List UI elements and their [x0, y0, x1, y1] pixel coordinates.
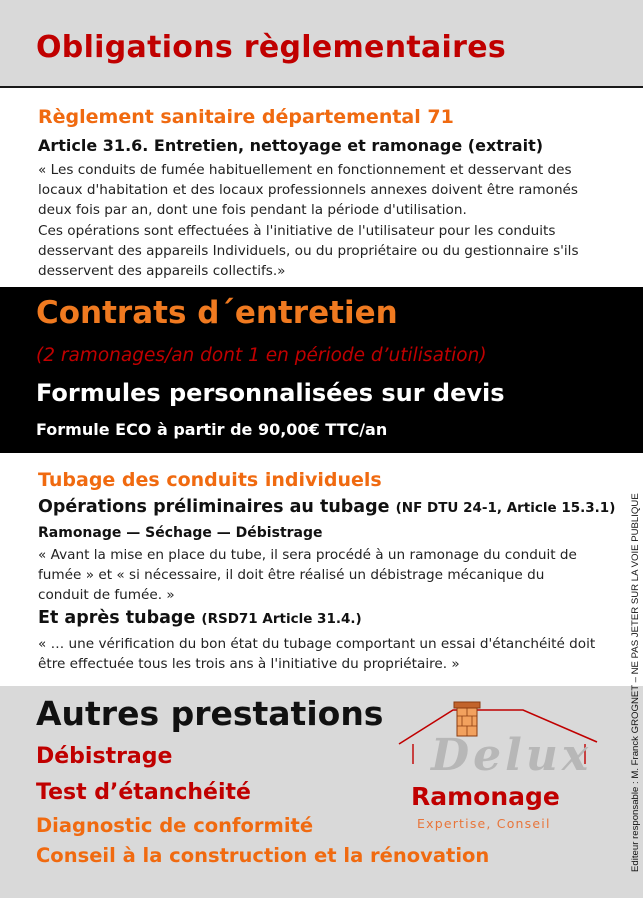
contracts-offer: Formule ECO à partir de 90,00€ TTC/an — [36, 420, 388, 439]
regulations-section — [0, 90, 643, 287]
tubing-steps: Ramonage — Séchage — Débistrage — [38, 525, 323, 541]
tubing-title: Tubage des conduits individuels — [38, 469, 382, 491]
obligations-header — [0, 0, 643, 88]
preliminary-ops-title: Opérations préliminaires au tubage — [38, 497, 390, 517]
service-item: Conseil à la construction et la rénovation — [36, 844, 490, 867]
tubing-quote-after: « … une vérification du bon état du tubage comportant un essai d'étanchéité doit être effectuée tous les trois ans à l'initiative du propriétaire. » — [38, 636, 596, 672]
obligations-title: Obligations règlementaires — [36, 30, 507, 65]
logo-brand: Ramonage — [411, 782, 560, 811]
regulation-subtitle: Règlement sanitaire départemental 71 — [38, 106, 454, 128]
after-tubing-title: Et après tubage — [38, 608, 196, 628]
after-tubing-heading — [38, 608, 362, 628]
preliminary-ops-heading — [38, 497, 615, 517]
tubing-section — [0, 453, 643, 686]
other-services-title: Autres prestations — [36, 694, 384, 733]
article-heading: Article 31.6. Entretien, nettoyage et ramonage (extrait) — [38, 136, 544, 155]
service-item: Débistrage — [36, 744, 173, 769]
contracts-section — [0, 287, 643, 453]
contracts-headline: Formules personnalisées sur devis — [36, 379, 505, 407]
regulation-quote: « Les conduits de fumée habituellement en fonctionnement et desservant des locaux d'habitation et des locaux professionnels annexes doivent être ramonés deux fois par an, dont une fois pendant la période d'utilisation. Ces opérations sont effectuées à l'initiative de l'utilisateur pour les conduits desservant des appareils Individuels, ou du propriétaire ou du gestionnaire s'ils desservent des appareils collectifs.» — [38, 162, 579, 280]
publisher-note: Editeur responsable : M. Franck GROGNET – NE PAS JETER SUR LA VOIE PUBLIQUE — [630, 493, 641, 872]
tubing-quote-before: « Avant la mise en place du tube, il sera procédé à un ramonage du conduit de fumée » et « si nécessaire, il doit être réalisé un débistrage mécanique du conduit de fumée. » — [38, 547, 577, 603]
contracts-title: Contrats d´entretien — [36, 295, 398, 331]
service-item: Diagnostic de conformité — [36, 814, 314, 837]
contracts-subtitle: (2 ramonages/an dont 1 en période d’utilisation) — [36, 345, 487, 366]
preliminary-ops-ref: (NF DTU 24-1, Article 15.3.1) — [395, 500, 616, 516]
logo-tagline: Expertise, Conseil — [417, 816, 551, 831]
after-tubing-ref: (RSD71 Article 31.4.) — [201, 611, 362, 627]
service-item: Test d’étanchéité — [36, 780, 251, 805]
delux-ramonage-logo — [395, 700, 615, 840]
logo-watermark: Delux — [431, 730, 593, 781]
